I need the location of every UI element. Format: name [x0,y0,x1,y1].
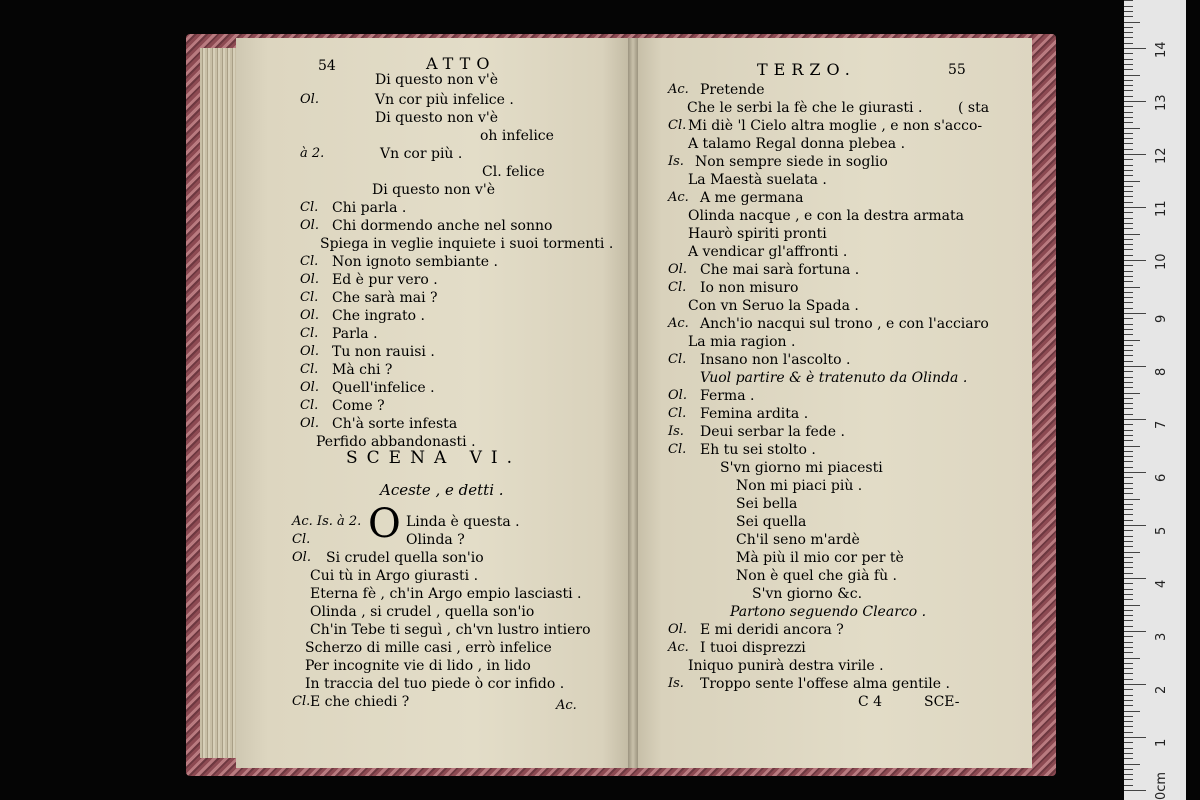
text-line: Pretende [700,82,765,98]
right-catchword: SCE- [924,694,960,710]
text-line: Di questo non v'è [372,182,496,198]
ruler-tick [1124,626,1133,627]
text-line: Vn cor più . [380,146,463,162]
ruler-tick [1124,578,1146,579]
ruler-tick [1124,430,1133,431]
text-line: Insano non l'ascolto . [700,352,851,368]
text-line: Non mi piaci più . [736,478,863,494]
ruler-tick [1124,779,1133,780]
speaker-label: Ol. [668,388,687,403]
ruler-tick [1124,472,1146,473]
speaker-label: Ol. [668,262,687,277]
ruler-tick [1124,324,1133,325]
ruler-tick [1124,408,1133,409]
right-running-head: TERZO. [757,60,856,79]
text-line: Che mai sarà fortuna . [700,262,860,278]
text-line: Olinda , si crudel , quella son'io [310,604,535,620]
text-line: I tuoi disprezzi [700,640,806,656]
ruler-tick [1124,499,1140,500]
text-line: Che sarà mai ? [332,290,438,306]
text-line: Come ? [332,398,385,414]
text-line: Quell'infelice . [332,380,435,396]
ruler-tick [1124,292,1133,293]
signature-mark: C 4 [858,694,883,710]
text-line: Con vn Seruo la Spada . [688,298,859,314]
text-line: Troppo sente l'offese alma gentile . [700,676,950,692]
ruler-tick [1124,11,1133,12]
ruler-tick [1124,75,1140,76]
text-line: Chi parla . [332,200,407,216]
speaker-label: Ac. [668,82,689,97]
ruler-tick [1124,22,1140,23]
ruler-tick [1124,546,1133,547]
ruler-tick [1124,599,1133,600]
speaker-label: Ol. [300,308,319,323]
ruler-tick [1124,483,1133,484]
text-line: Ch'il seno m'ardè [736,532,860,548]
ruler-tick [1124,488,1133,489]
ruler-tick [1124,59,1133,60]
ruler-tick [1124,212,1133,213]
ruler-tick [1124,318,1133,319]
ruler-tick [1124,477,1133,478]
ruler-tick [1124,748,1133,749]
ruler-tick [1124,753,1133,754]
speaker-label: Cl. [300,254,319,269]
ruler-tick [1124,355,1133,356]
ruler-tick [1124,530,1133,531]
ruler-tick [1124,202,1133,203]
ruler-tick [1124,64,1133,65]
ruler-tick [1124,16,1133,17]
ruler-tick [1124,520,1133,521]
speaker-label: Ol. [300,380,319,395]
ruler-tick [1124,562,1133,563]
right-page-number: 55 [948,62,966,78]
drop-cap: O [368,501,401,547]
text-line: Ed è pur vero . [332,272,438,288]
ruler-tick [1124,37,1133,38]
speaker-label: Is. [668,424,684,439]
ruler-tick [1124,536,1133,537]
ruler-tick [1124,663,1133,664]
ruler-number: 5 [1154,526,1169,535]
text-line: oh infelice [480,128,554,144]
ruler-tick [1124,287,1140,288]
ruler-tick [1124,689,1133,690]
ruler-tick [1124,228,1133,229]
ruler-tick [1124,249,1133,250]
ruler-tick [1124,377,1133,378]
ruler-tick [1124,716,1133,717]
ruler-number: 2 [1154,685,1169,694]
text-line: La Maestà suelata . [688,172,827,188]
ruler-tick [1124,48,1146,49]
speaker-label: Ol. [300,272,319,287]
ruler-tick [1124,80,1133,81]
ruler-tick [1124,679,1133,680]
ruler-tick [1124,419,1146,420]
ruler-tick [1124,0,1133,1]
ruler-tick [1124,133,1133,134]
ruler-tick [1124,424,1133,425]
text-line: Mà chi ? [332,362,393,378]
text-line: Spiega in veglie inquiete i suoi tormenti . [320,236,614,252]
speaker-label: Cl. [668,406,687,421]
ruler-tick [1124,234,1140,235]
speaker-label: Ac. [668,316,689,331]
text-line: Partono seguendo Clearco . [730,604,927,620]
ruler-tick [1124,181,1140,182]
ruler-tick [1124,589,1133,590]
speaker-label: Cl. [668,442,687,457]
ruler-tick [1124,695,1133,696]
ruler-number: 14 [1154,41,1169,58]
ruler-tick [1124,758,1133,759]
ruler-number: 11 [1154,200,1169,217]
ruler-tick [1124,631,1146,632]
text-line: E mi deridi ancora ? [700,622,844,638]
ruler-tick [1124,541,1133,542]
ruler-tick [1124,53,1133,54]
ruler-tick [1124,742,1133,743]
ruler-tick [1124,552,1140,553]
speaker-label: Cl. [300,398,319,413]
ruler-tick [1124,265,1133,266]
ruler-tick [1124,573,1133,574]
ruler-tick [1124,435,1133,436]
ruler-tick [1124,684,1146,685]
ruler-tick [1124,186,1133,187]
text-line: Haurò spiriti pronti [688,226,827,242]
ruler-tick [1124,297,1133,298]
ruler-tick [1124,514,1133,515]
ruler-tick [1124,673,1133,674]
ruler-tick [1124,244,1133,245]
book-gutter [628,38,638,768]
ruler-tick [1124,440,1133,441]
page-stack [200,48,238,758]
scena-title: SCENA VI. [346,448,522,468]
text-line: Olinda nacque , e con la destra armata [688,208,964,224]
speaker-label: Ac. [668,640,689,655]
ruler-tick [1124,726,1133,727]
ruler-number: 9 [1154,314,1169,323]
text-line: Femina ardita . [700,406,809,422]
ruler-tick [1124,366,1146,367]
ruler-tick [1124,165,1133,166]
text-line: Deui serbar la fede . [700,424,845,440]
ruler-tick [1124,615,1133,616]
ruler-tick [1124,255,1133,256]
speaker-label: Ol. [300,416,319,431]
ruler-tick [1124,85,1133,86]
ruler-tick [1124,652,1133,653]
speaker-label: Cl. [668,352,687,367]
text-line: Parla . [332,326,378,342]
ruler-tick [1124,382,1133,383]
ruler-tick [1124,340,1140,341]
ruler-tick [1124,308,1133,309]
ruler-tick [1124,371,1133,372]
text-line: Mà più il mio cor per tè [736,550,904,566]
speaker-label: Cl. [668,280,687,295]
ruler-tick [1124,493,1133,494]
speaker-label: Cl. [300,362,319,377]
text-line: Che ingrato . [332,308,425,324]
ruler-tick [1124,96,1133,97]
ruler-tick [1124,106,1133,107]
ruler-tick [1124,6,1133,7]
ruler-tick [1124,149,1133,150]
speaker-label: Is. [668,154,684,169]
text-line: Linda è questa . [406,514,520,530]
ruler-tick [1124,313,1146,314]
ruler-tick [1124,90,1133,91]
speaker-label: Ol. [300,218,319,233]
ruler-tick [1124,525,1146,526]
text-line: A me germana [700,190,804,206]
text-line: S'vn giorno &c. [752,586,863,602]
speaker-label: à 2. [300,146,325,161]
ruler-tick [1124,350,1133,351]
ruler-tick [1124,451,1133,452]
speaker-label: Ol. [668,622,687,637]
ruler-tick [1124,605,1140,606]
ruler-tick [1124,774,1133,775]
ruler-tick [1124,668,1133,669]
ruler-tick [1124,281,1133,282]
ruler-number: 12 [1154,147,1169,164]
text-line: Ch'à sorte infesta [332,416,458,432]
ruler-tick [1124,260,1146,261]
left-running-head: ATTO [426,54,496,73]
ruler-tick [1124,345,1133,346]
ruler-tick [1124,223,1133,224]
speaker-label: Cl. [668,118,687,133]
ruler-tick [1124,620,1133,621]
ruler-tick [1124,446,1140,447]
text-line: Io non misuro [700,280,799,296]
speaker-label: Ol. [292,550,311,565]
text-line: Ferma . [700,388,755,404]
ruler-tick [1124,387,1133,388]
text-line: La mia ragion . [688,334,796,350]
ruler-number: 13 [1154,94,1169,111]
ruler-tick [1124,461,1133,462]
ruler-tick [1124,393,1140,394]
text-line: Non è quel che già fù . [736,568,897,584]
ruler-tick [1124,711,1140,712]
text-line: Di questo non v'è [375,110,499,126]
left-catchword: Ac. [556,698,577,713]
ruler-tick [1124,732,1133,733]
text-line: Tu non rauisi . [332,344,435,360]
ruler-tick [1124,414,1133,415]
ruler-tick [1124,112,1133,113]
text-line: In traccia del tuo piede ò cor infido . [305,676,565,692]
text-line: Iniquo punirà destra virile . [688,658,884,674]
ruler-tick [1124,271,1133,272]
text-line: Cl. felice [482,164,545,180]
left-page-number: 54 [318,58,336,74]
text-line: Si crudel quella son'io [326,550,484,566]
ruler-tick [1124,642,1133,643]
ruler-tick [1124,138,1133,139]
text-line: Ch'in Tebe ti seguì , ch'vn lustro intiero [310,622,591,638]
ruler-tick [1124,456,1133,457]
ruler-tick [1124,594,1133,595]
text-line: Perfido abbandonasti . [316,434,476,450]
ruler-tick [1124,790,1146,791]
ruler-tick [1124,647,1133,648]
ruler-tick [1124,567,1133,568]
text-line: Mi diè 'l Cielo altra moglie , e non s'acco- [688,118,983,134]
text-line: A vendicar gl'affronti . [688,244,848,260]
ruler-number: 10 [1154,253,1169,270]
ruler-tick [1124,737,1146,738]
text-line: Non sempre siede in soglio [695,154,888,170]
speaker-label: Ac. [668,190,689,205]
text-line: Vn cor più infelice . [375,92,514,108]
speaker-label: Ac. Is. à 2. [292,514,362,529]
ruler-tick [1124,398,1133,399]
ruler-number: 0cm [1154,771,1169,800]
ruler-tick [1124,658,1140,659]
speaker-label: Cl. [300,326,319,341]
ruler-number: 4 [1154,579,1169,588]
ruler-tick [1124,334,1133,335]
speaker-label: Cl. [300,290,319,305]
ruler-number: 8 [1154,367,1169,376]
speaker-label: Cl. [292,532,311,547]
text-line: Chi dormendo anche nel sonno [332,218,553,234]
measurement-ruler [1124,0,1186,800]
ruler-tick [1124,557,1133,558]
text-line: Eterna fè , ch'in Argo empio lasciasti . [310,586,582,602]
text-line: Eh tu sei stolto . [700,442,816,458]
ruler-tick [1124,170,1133,171]
ruler-tick [1124,504,1133,505]
ruler-tick [1124,636,1133,637]
ruler-tick [1124,196,1133,197]
ruler-tick [1124,32,1133,33]
ruler-number: 3 [1154,632,1169,641]
text-line: Vuol partire & è tratenuto da Olinda . [700,370,968,386]
speaker-label: Is. [668,676,684,691]
ruler-tick [1124,117,1133,118]
ruler-tick [1124,27,1133,28]
text-line: Che le serbi la fè che le giurasti . [687,100,923,116]
text-line: Cui tù in Argo giurasti . [310,568,479,584]
ruler-tick [1124,143,1133,144]
text-line: Olinda ? [406,532,465,548]
ruler-number: 1 [1154,738,1169,747]
text-line: Di questo non v'è [375,72,499,88]
text-line: Non ignoto sembiante . [332,254,498,270]
ruler-tick [1124,218,1133,219]
text-line: A talamo Regal donna plebea . [688,136,906,152]
text-line: Sei quella [736,514,807,530]
text-line: Anch'io nacqui sul trono , e con l'acciaro [700,316,989,332]
ruler-tick [1124,361,1133,362]
text-line: Per incognite vie di lido , in lido [305,658,531,674]
ruler-tick [1124,705,1133,706]
speaker-label: Ol. [300,344,319,359]
ruler-tick [1124,159,1133,160]
ruler-tick [1124,128,1140,129]
ruler-tick [1124,403,1133,404]
ruler-tick [1124,509,1133,510]
scena-subtitle: Aceste , e detti . [380,481,504,499]
text-line: ( sta [958,100,990,116]
ruler-tick [1124,239,1133,240]
ruler-tick [1124,302,1133,303]
ruler-tick [1124,329,1133,330]
speaker-label: Ol. [300,92,319,107]
ruler-tick [1124,175,1133,176]
ruler-tick [1124,764,1140,765]
ruler-tick [1124,101,1146,102]
ruler-tick [1124,721,1133,722]
ruler-number: 7 [1154,420,1169,429]
ruler-tick [1124,191,1133,192]
ruler-tick [1124,700,1133,701]
ruler-tick [1124,583,1133,584]
ruler-tick [1124,467,1133,468]
text-line: Sei bella [736,496,798,512]
text-line: E che chiedi ? [310,694,410,710]
text-line: S'vn giorno mi piacesti [720,460,883,476]
ruler-tick [1124,785,1133,786]
speaker-label: Cl. [292,694,311,709]
text-line: Scherzo di mille casi , errò infelice [305,640,552,656]
ruler-tick [1124,122,1133,123]
ruler-number: 6 [1154,473,1169,482]
ruler-tick [1124,276,1133,277]
speaker-label: Cl. [300,200,319,215]
ruler-tick [1124,769,1133,770]
ruler-tick [1124,154,1146,155]
ruler-tick [1124,610,1133,611]
ruler-tick [1124,69,1133,70]
ruler-tick [1124,43,1133,44]
ruler-tick [1124,207,1146,208]
